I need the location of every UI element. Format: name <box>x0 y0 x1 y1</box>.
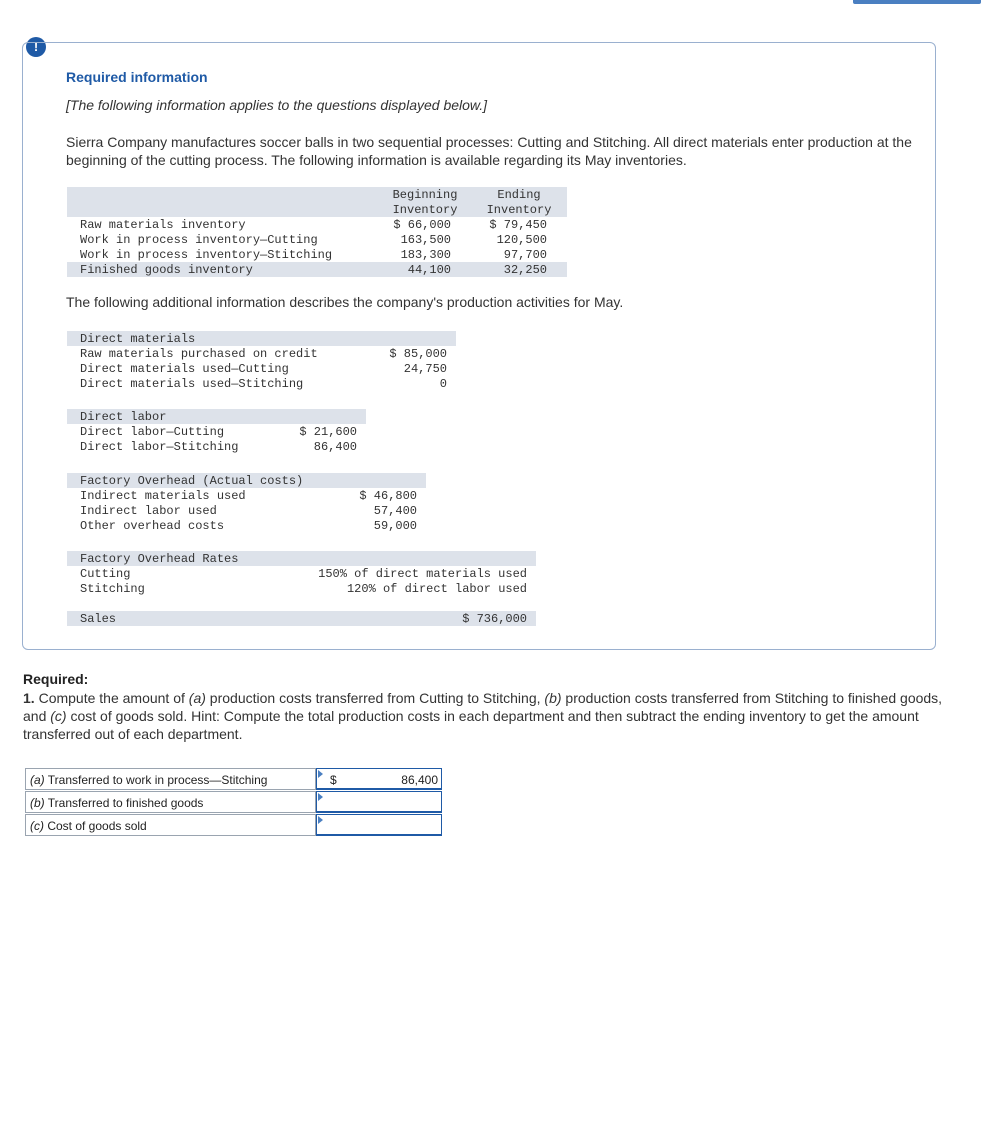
answer-label-text: Transferred to work in process—Stitching <box>44 773 268 787</box>
applies-note: [The following information applies to the questions displayed below.] <box>66 97 488 113</box>
dm-row-label: Raw materials purchased on credit <box>80 347 318 361</box>
sales-label: Sales <box>80 612 117 626</box>
inventory-row-end: $ 79,450 <box>489 218 547 232</box>
answer-input-b[interactable] <box>316 791 442 813</box>
question-fragment: production costs transferred from Stitching to finished goods, and <box>23 690 943 724</box>
answer-label <box>25 814 316 836</box>
inventory-row-end: 97,700 <box>503 248 547 262</box>
question-text <box>23 689 958 743</box>
dl-row-value: 86,400 <box>313 440 357 454</box>
dl-row-label: Direct labor—Cutting <box>80 425 225 439</box>
section-heading: Direct materials <box>80 332 196 346</box>
sales-value: $ 736,000 <box>462 612 527 626</box>
section-heading: Factory Overhead (Actual costs) <box>80 474 304 488</box>
dm-row-value: 24,750 <box>403 362 447 376</box>
dm-row-label: Direct materials used—Stitching <box>80 377 304 391</box>
answer-label-text: Cost of goods sold <box>44 819 147 833</box>
flag-icon <box>318 816 323 824</box>
rate-row-value: 150% of direct materials used <box>318 567 527 581</box>
required-heading: Required: <box>23 671 89 687</box>
answer-label-text: Transferred to finished goods <box>44 796 204 810</box>
question-fragment: (c) <box>50 708 67 724</box>
question-fragment: Compute the amount of <box>34 690 189 706</box>
foh-row-label: Indirect materials used <box>80 489 246 503</box>
foh-row-label: Indirect labor used <box>80 504 217 518</box>
inventory-row-label: Work in process inventory—Cutting <box>80 233 318 247</box>
question-fragment: production costs transferred from Cutting to Stitching, <box>205 690 545 706</box>
inventory-row-label: Finished goods inventory <box>80 263 253 277</box>
foh-row-value: 59,000 <box>373 519 417 533</box>
answer-letter: (a) <box>30 773 45 787</box>
answer-label <box>25 791 316 813</box>
inventory-row-end: 32,250 <box>503 263 547 277</box>
col-header-ending: Inventory <box>486 203 552 217</box>
inventory-row-begin: 183,300 <box>400 248 451 262</box>
flag-icon <box>318 793 323 801</box>
rate-row-label: Stitching <box>80 582 145 596</box>
additional-info-paragraph: The following additional information describes the company's production activities for May. <box>66 294 624 310</box>
section-heading: Direct labor <box>80 410 167 424</box>
answer-input-c[interactable] <box>316 814 442 836</box>
foh-row-label: Other overhead costs <box>80 519 225 533</box>
top-progress-bar <box>853 0 981 4</box>
inventory-row-label: Work in process inventory—Stitching <box>80 248 333 262</box>
dl-row-label: Direct labor—Stitching <box>80 440 239 454</box>
alert-icon: ! <box>26 37 46 57</box>
currency-symbol: $ <box>330 773 337 787</box>
answer-value: 86,400 <box>401 773 438 787</box>
col-header-beginning: Inventory <box>392 203 458 217</box>
inventory-row-label: Raw materials inventory <box>80 218 246 232</box>
inventory-row-end: 120,500 <box>496 233 547 247</box>
question-fragment: cost of goods sold. Hint: Compute the total production costs in each department and then subtract the ending inventory to get the amount transferred out of each department. <box>23 708 919 742</box>
inventory-row-begin: 163,500 <box>400 233 451 247</box>
dm-row-value: $ 85,000 <box>389 347 447 361</box>
question-fragment: (a) <box>188 690 206 706</box>
foh-row-value: 57,400 <box>373 504 417 518</box>
flag-icon <box>318 770 323 778</box>
dl-row-value: $ 21,600 <box>299 425 357 439</box>
col-header-ending: Ending <box>497 188 541 202</box>
answer-input-a[interactable] <box>316 768 442 790</box>
panel-title: Required information <box>66 69 208 85</box>
rate-row-value: 120% of direct labor used <box>346 582 527 596</box>
inventory-row-begin: 44,100 <box>407 263 451 277</box>
section-heading: Factory Overhead Rates <box>80 552 239 566</box>
question-fragment: (b) <box>544 690 562 706</box>
inventory-row-begin: $ 66,000 <box>393 218 451 232</box>
rate-row-label: Cutting <box>80 567 131 581</box>
col-header-beginning: Beginning <box>392 188 458 202</box>
question-number: 1. <box>23 690 35 706</box>
dm-row-label: Direct materials used—Cutting <box>80 362 289 376</box>
answer-letter: (b) <box>30 796 45 810</box>
intro-paragraph: Sierra Company manufactures soccer balls in two sequential processes: Cutting and Stitching. All direct materials enter production at the beginning of the cutting process. The following information is available regarding its May inventories. <box>66 134 912 168</box>
foh-row-value: $ 46,800 <box>359 489 417 503</box>
answer-letter: (c) <box>30 819 44 833</box>
required-information-panel <box>22 42 936 650</box>
answer-label <box>25 768 316 790</box>
dm-row-value: 0 <box>439 377 447 391</box>
